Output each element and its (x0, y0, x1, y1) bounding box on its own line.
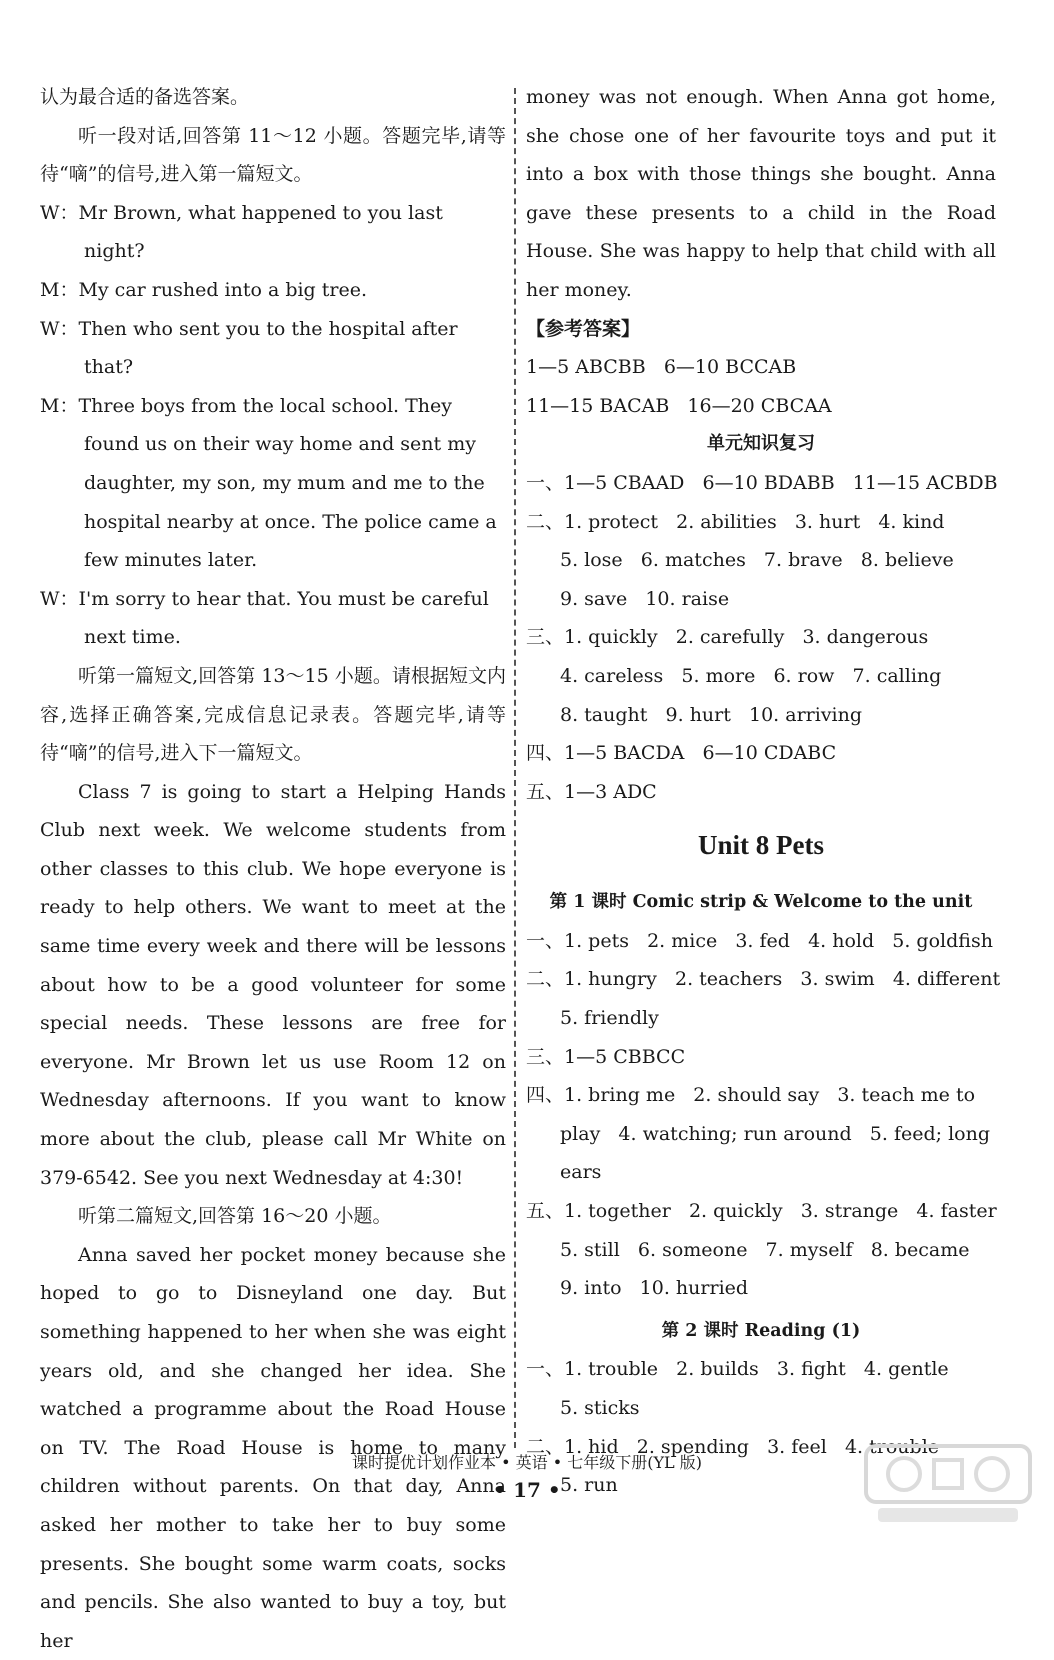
right-column (526, 78, 1001, 1505)
answer-line: 11—15 BACAB 16—20 CBCAA (526, 394, 832, 417)
passage-text: Class 7 is going to start a Helping Hands Club next week. We welcome students from other classes to this club. We hope everyone is ready to help others. We want to meet at the same time every week and there will be lessons about how to be a good volunteer for some special needs. These lessons are free for everyone. Mr Brown let us use Room 12 on Wednesday afternoons. If you want to know more about the club, please call Mr White on 379-6542. See you next Wednesday at 4:30! (40, 780, 506, 1189)
answer-line: 9. into 10. hurried (560, 1277, 749, 1300)
dialogue-line: M：My car rushed into a big tree. (40, 278, 368, 301)
answer-line: 三、1. quickly 2. carefully 3. dangerous (526, 626, 929, 649)
answer-line: 五、1. together 2. quickly 3. strange 4. faster (526, 1200, 997, 1223)
answer-line: 5. run (560, 1474, 618, 1497)
answer-line: 8. taught 9. hurt 10. arriving (560, 703, 863, 726)
answer-line: 四、1—5 BACDA 6—10 CDABC (526, 742, 837, 765)
answer-line: 二、1. hid 2. spending 3. feel 4. trouble (526, 1435, 940, 1458)
answer-line: 9. save 10. raise (560, 587, 730, 610)
answer-line: play 4. watching; run around 5. feed; long (560, 1122, 991, 1145)
answer-line: 5. lose 6. matches 7. brave 8. believe (560, 549, 954, 572)
lesson-title: 第 1 课时 Comic strip & Welcome to the unit (549, 892, 973, 913)
answer-line: 四、1. bring me 2. should say 3. teach me to (526, 1084, 976, 1107)
column-divider (514, 88, 516, 1448)
answer-line: 4. careless 5. more 6. row 7. calling (560, 664, 942, 687)
dialogue-line: M：Three boys from the local school. They found us on their way home and sent my daughter, my son, my mum and me to the hospital nearby at once. The police came a few minutes later. (40, 394, 497, 572)
reference-answer-label: 【参考答案】 (526, 317, 641, 340)
answer-line: 五、1—3 ADC (526, 780, 657, 803)
section-title: 单元知识复习 (707, 433, 815, 455)
answer-line: 5. sticks (560, 1397, 640, 1419)
dialogue-line: W：I'm sorry to hear that. You must be careful next time. (40, 587, 489, 649)
watermark-logo-icon (858, 1440, 1038, 1530)
dialogue-line: W：Mr Brown, what happened to you last night? (40, 201, 443, 263)
answer-line: 1—5 ABCBB 6—10 BCCAB (526, 356, 797, 379)
answer-line: 一、1. trouble 2. builds 3. fight 4. gentle (526, 1358, 949, 1381)
unit-title: Unit 8 Pets (698, 830, 824, 861)
answer-line: 5. friendly (560, 1007, 659, 1030)
instruction: 听第一篇短文,回答第 13～15 小题。请根据短文内容,选择正确答案,完成信息记录表。答题完毕,请等待“嘀”的信号,进入下一篇短文。 (40, 664, 506, 765)
answer-line: 一、1—5 CBAAD 6—10 BDABB 11—15 ACBDB (526, 471, 998, 494)
dialogue-line: W：Then who sent you to the hospital after that? (40, 317, 458, 379)
instruction: 听一段对话,回答第 11～12 小题。答题完毕,请等待“嘀”的信号,进入第一篇短文。 (40, 124, 506, 186)
left-column (40, 78, 506, 1660)
paragraph: 认为最合适的备选答案。 (40, 86, 250, 108)
page-number: • 17 • (493, 1478, 561, 1502)
book-footer: 课时提优计划作业本 • 英语 • 七年级下册(YL 版) (352, 1453, 702, 1472)
lesson-title: 第 2 课时 Reading (1) (661, 1320, 861, 1341)
passage-text: Anna saved her pocket money because she hoped to go to Disneyland one day. But something happened to her when she was eight years old, and she changed her idea. She watched a programme about the Road House on TV. The Road House is home to many children without parents. On that day, Anna asked her mother to take her to buy some presents. She bought some warm coats, socks and pencils. She also wanted to buy a toy, but her (40, 1243, 506, 1652)
passage-text: money was not enough. When Anna got home, she chose one of her favourite toys and put it into a box with those things she bought. Anna gave these presents to a child in the Road House. She was happy to help that child with all her money. (526, 86, 996, 301)
answer-line: 三、1—5 CBBCC (526, 1045, 686, 1068)
answer-line: 二、1. protect 2. abilities 3. hurt 4. kind (526, 510, 945, 533)
answer-line: 二、1. hungry 2. teachers 3. swim 4. different (526, 968, 1001, 991)
instruction: 听第二篇短文,回答第 16～20 小题。 (78, 1205, 392, 1228)
answer-line: 5. still 6. someone 7. myself 8. became (560, 1238, 970, 1261)
answer-line: ears (560, 1161, 602, 1184)
answer-line: 一、1. pets 2. mice 3. fed 4. hold 5. goldfish (526, 929, 993, 952)
